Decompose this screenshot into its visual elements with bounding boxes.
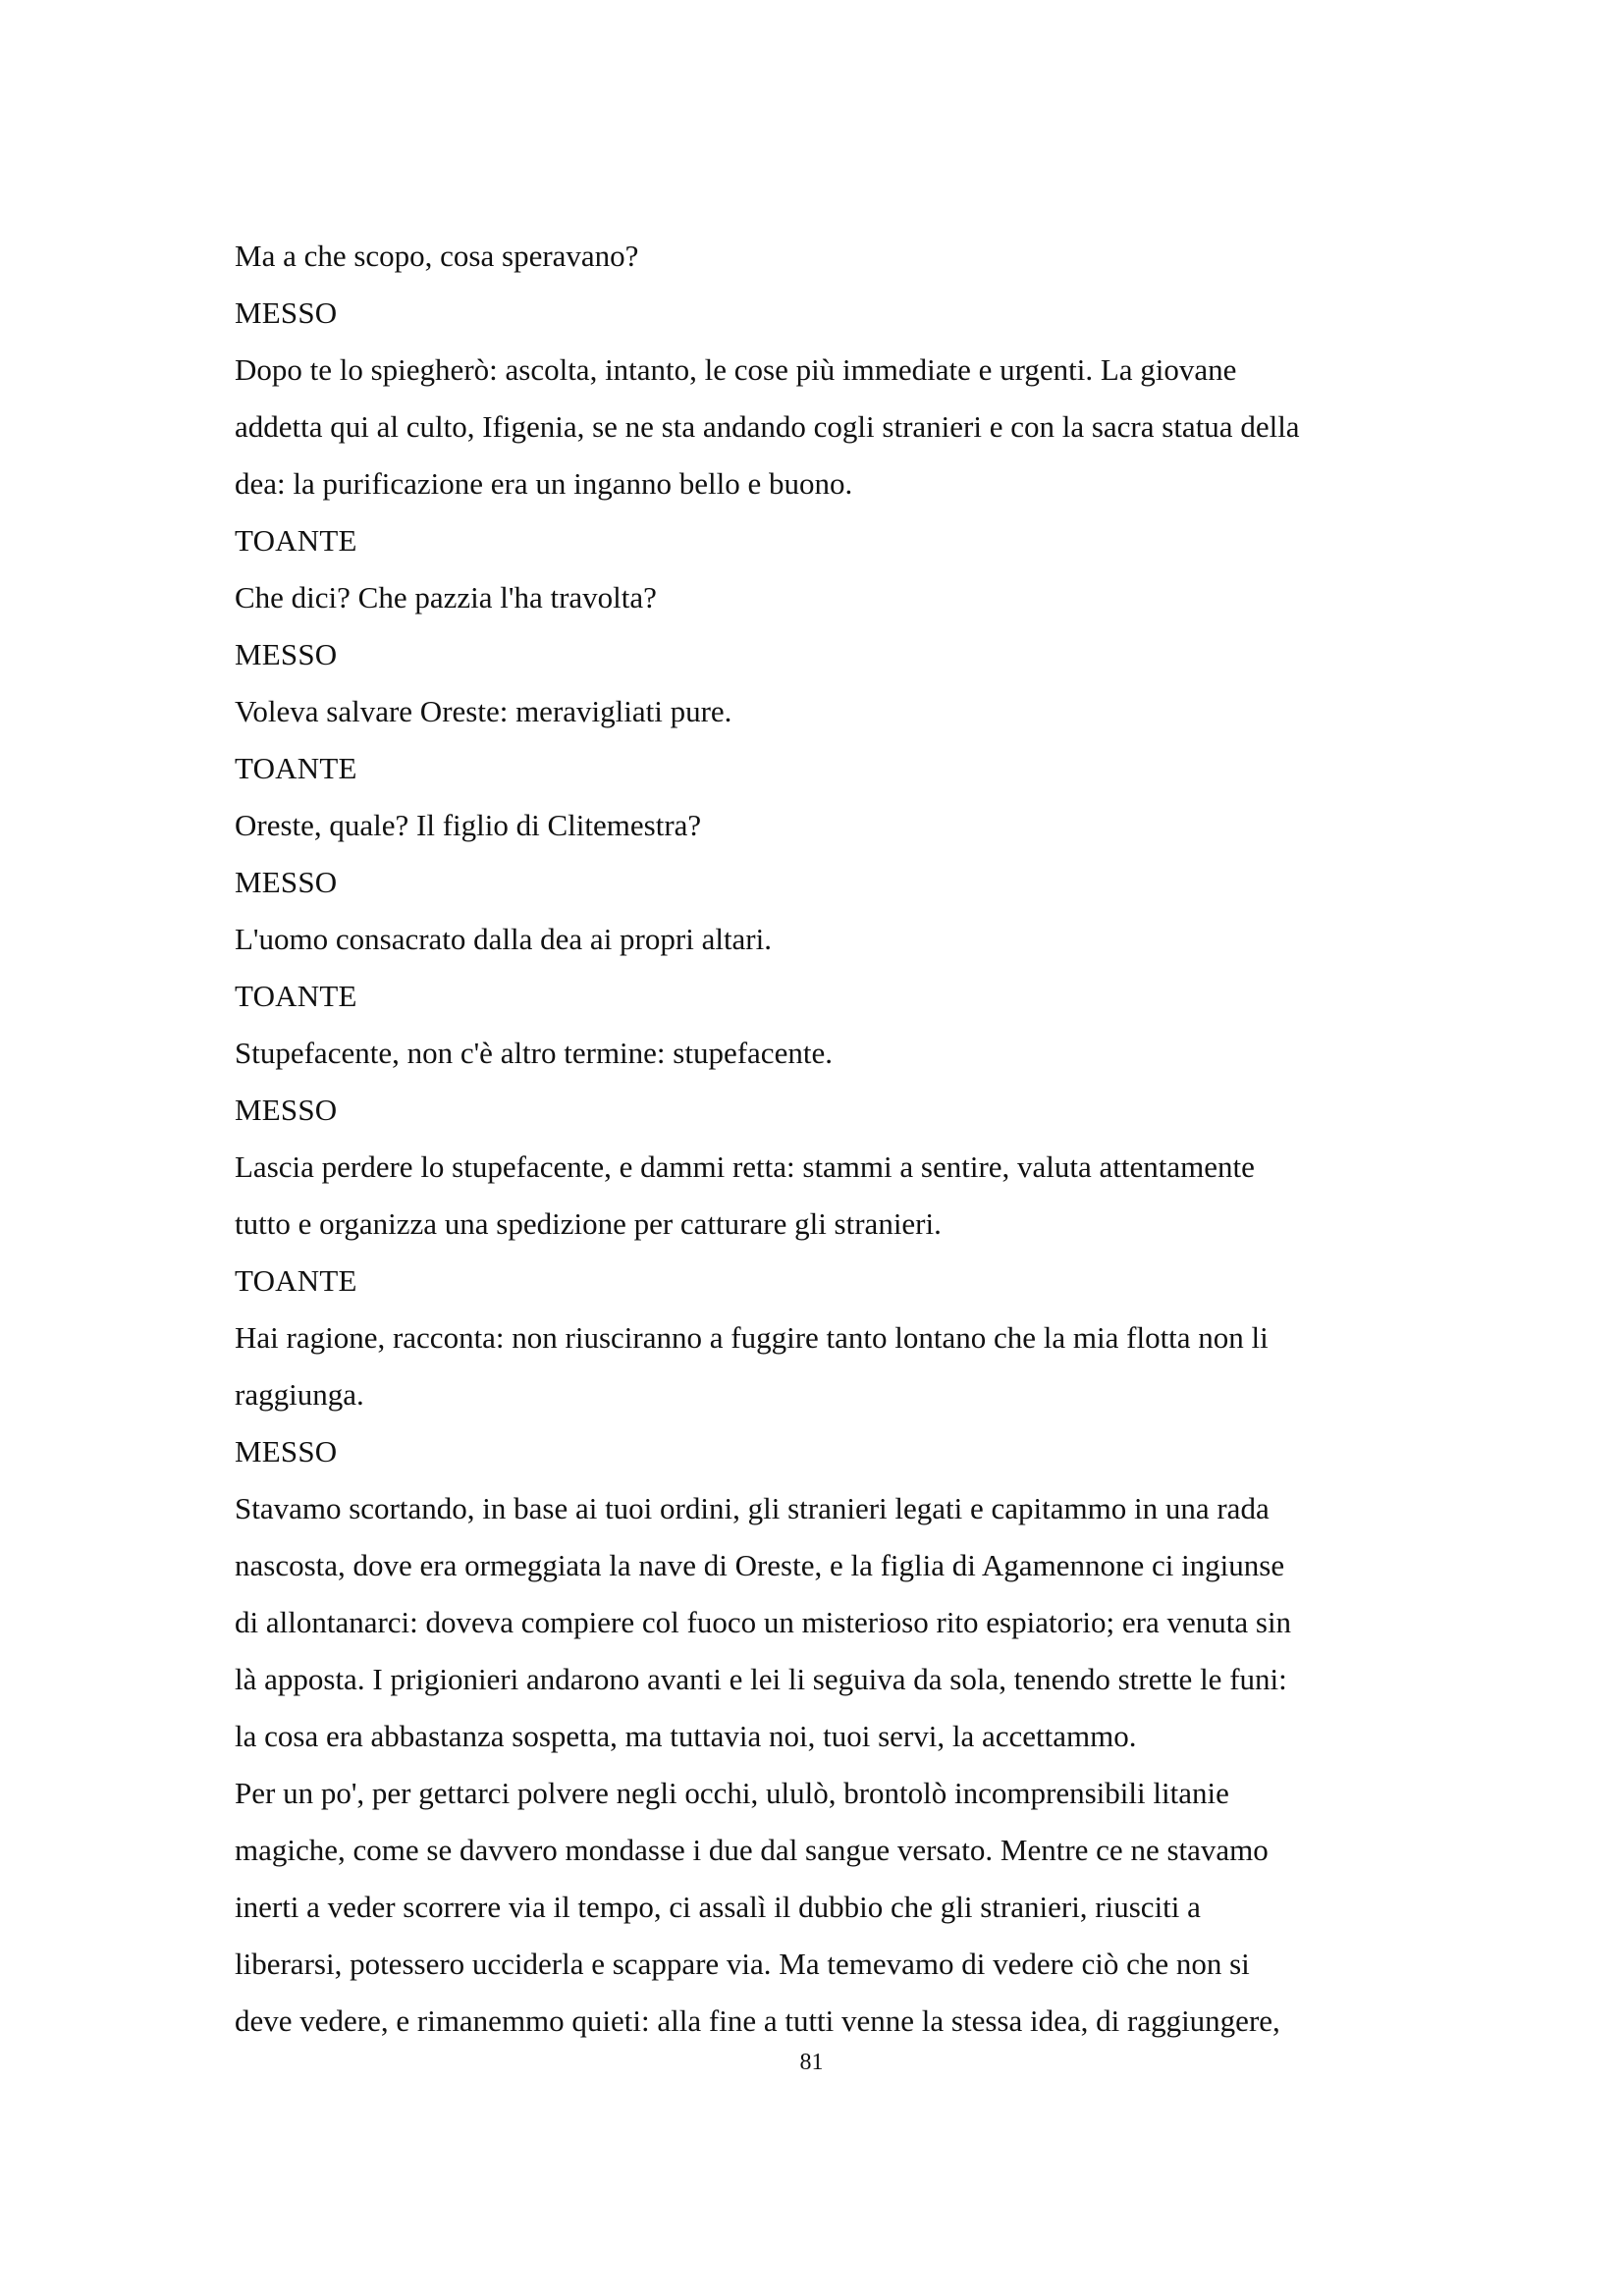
text-line: la cosa era abbastanza sospetta, ma tuttavia noi, tuoi servi, la accettammo. <box>235 1719 1137 1753</box>
text-line: Hai ragione, racconta: non riusciranno a fuggire tanto lontano che la mia flotta non li <box>235 1320 1269 1355</box>
text-line: Stavamo scortando, in base ai tuoi ordini, gli stranieri legati e capitammo in una rada <box>235 1491 1270 1525</box>
text-line: dea: la purificazione era un inganno bello e buono. <box>235 466 853 501</box>
text-line: Oreste, quale? Il figlio di Clitemestra? <box>235 808 702 842</box>
text-line: Ma a che scopo, cosa speravano? <box>235 239 639 273</box>
page-number: 81 <box>799 2050 824 2075</box>
speaker-label: MESSO <box>235 1093 338 1127</box>
speaker-label: TOANTE <box>235 751 357 785</box>
text-line: raggiunga. <box>235 1377 364 1412</box>
speaker-label: TOANTE <box>235 1263 357 1298</box>
speaker-label: TOANTE <box>235 523 357 558</box>
text-line: nascosta, dove era ormeggiata la nave di Oreste, e la figlia di Agamennone ci ingiunse <box>235 1548 1285 1582</box>
speaker-label: TOANTE <box>235 979 357 1013</box>
text-line: liberarsi, potessero ucciderla e scappare via. Ma temevamo di vedere ciò che non si <box>235 1947 1250 1981</box>
text-line: di allontanarci: doveva compiere col fuoco un misterioso rito espiatorio; era venuta sin <box>235 1605 1292 1639</box>
speaker-label: MESSO <box>235 1434 338 1468</box>
text-line: Dopo te lo spiegherò: ascolta, intanto, le cose più immediate e urgenti. La giovane <box>235 352 1237 387</box>
text-line: addetta qui al culto, Ifigenia, se ne sta andando cogli stranieri e con la sacra statua della <box>235 409 1300 444</box>
speaker-label: MESSO <box>235 865 338 899</box>
text-line: Voleva salvare Oreste: meravigliati pure. <box>235 694 732 728</box>
text-line: deve vedere, e rimanemmo quieti: alla fine a tutti venne la stessa idea, di raggiungere, <box>235 2003 1280 2038</box>
speaker-label: MESSO <box>235 295 338 330</box>
text-line: inerti a veder scorrere via il tempo, ci assalì il dubbio che gli stranieri, riusciti a <box>235 1890 1201 1924</box>
text-line: magiche, come se davvero mondasse i due dal sangue versato. Mentre ce ne stavamo <box>235 1833 1269 1867</box>
text-line: là apposta. I prigionieri andarono avanti e lei li seguiva da sola, tenendo strette le funi: <box>235 1662 1287 1696</box>
speaker-label: MESSO <box>235 637 338 671</box>
text-line: Che dici? Che pazzia l'ha travolta? <box>235 580 657 614</box>
text-line: Per un po', per gettarci polvere negli occhi, ululò, brontolò incomprensibili litanie <box>235 1776 1229 1810</box>
text-line: tutto e organizza una spedizione per catturare gli stranieri. <box>235 1206 942 1241</box>
text-line: Stupefacente, non c'è altro termine: stupefacente. <box>235 1036 833 1070</box>
text-line: Lascia perdere lo stupefacente, e dammi retta: stammi a sentire, valuta attentamente <box>235 1149 1255 1184</box>
text-line: L'uomo consacrato dalla dea ai propri altari. <box>235 922 772 956</box>
text-body <box>235 228 1393 2050</box>
